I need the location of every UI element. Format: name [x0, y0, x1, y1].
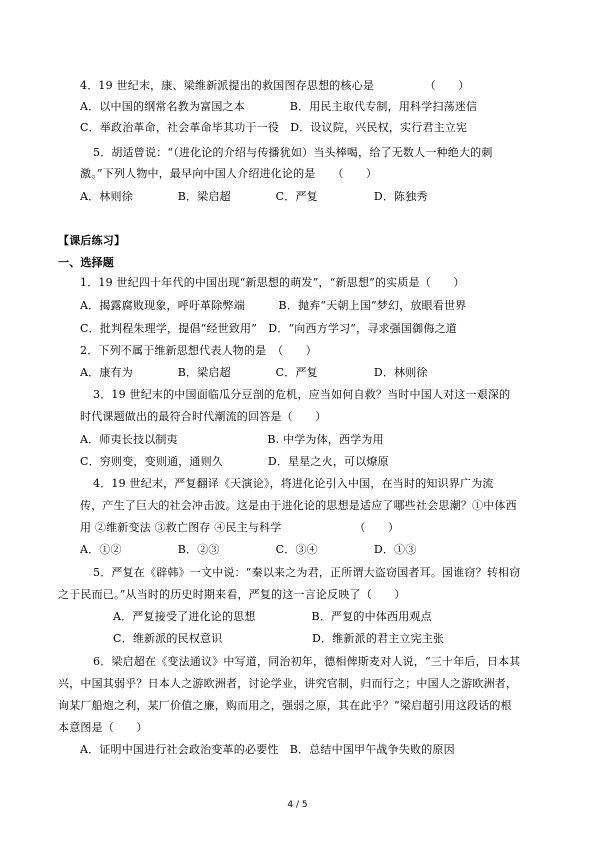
exercise-1-options-cd: C．批判程朱理学，提倡“经世致用” D．“向西方学习”，寻求强国御侮之道	[80, 322, 457, 335]
page-number: 4 / 5	[287, 800, 308, 810]
exercise-3-options-cd: C．穷则变，变则通，通则久 D．星星之火，可以燎原	[80, 455, 389, 468]
exercise-5-options-ab: A．严复接受了进化论的思想 B．严复的中体西用观点	[113, 610, 432, 623]
exercise-2-options: A．康有为 B．梁启超 C．严复 D．林则徐	[80, 366, 428, 379]
subsection-heading: 一、选择题	[58, 256, 114, 269]
question-4-options-ab: A．以中国的纲常名教为富国之本 B．用民主取代专制，用科学扫荡迷信	[80, 100, 478, 113]
question-4-options-cd: C．举政治革命，社会革命毕其功于一役 D．设议院，兴民权，实行君主立宪	[80, 121, 468, 134]
question-4-stem: 4．19 世纪末，康、梁维新派提出的救国图存思想的核心是 （ ）	[80, 79, 470, 92]
exercise-3-options-ab: A．师夷长技以制夷 B. 中学为体，西学为用	[80, 433, 384, 446]
exercise-3-stem-line1: 3．19 世纪末的中国面临瓜分豆剖的危机，应当如何自救？当时中国人对这一艰深的	[93, 388, 511, 401]
question-5-stem-line1: 5．胡适曾说：“（进化论的介绍与传播犹如）当头棒喝，给了无数人一种绝大的刺	[93, 146, 493, 159]
exercise-1-stem: 1．19 世纪四十年代的中国出现“新思想的萌发”，“新思想”的实质是（ ）	[80, 276, 465, 289]
question-5-stem-line2: 激。”下列人物中，最早向中国人介绍进化论的是 （ ）	[80, 167, 378, 180]
exercise-4-stem-line3: 用 ②维新变法 ③救亡图存 ④民主与科学 （ ）	[80, 521, 400, 534]
exercise-4-options: A．①② B．②③ C．③④ D．①③	[80, 543, 417, 556]
exercise-5-options-cd: C．维新派的民权意识 D．维新派的君主立宪主张	[113, 632, 445, 645]
exercise-6-stem-line1: 6．梁启超在《变法通议》中写道，同治初年，德相俾斯麦对人说，“三十年后，日本其	[93, 655, 521, 668]
exercise-6-stem-line2: 兴，中国其弱乎？日本人之游欧洲者，讨论学业，讲究官制，归而行之；中国人之游欧洲者，	[58, 677, 518, 690]
exercise-6-stem-line3: 询某厂船炮之利，某厂价值之廉，购而用之，强弱之原，其在此乎？”梁启超引用这段话的根	[58, 699, 512, 712]
section-heading: 【课后练习】	[58, 234, 126, 247]
exercise-1-options-ab: A．揭露腐败现象，呼吁革除弊端 B．抛弃“天朝上国”梦幻，放眼看世界	[80, 299, 467, 312]
question-5-options: A．林则徐 B．梁启超 C．严复 D．陈独秀	[80, 190, 428, 203]
exercise-3-stem-line2: 时代课题做出的最符合时代潮流的回答是（ ）	[80, 410, 327, 423]
exercise-5-stem-line1: 5．严复在《辟韩》一文中说：“秦以来之为君，正所谓大盗窃国者耳。国谁窃？转相窃	[93, 566, 521, 579]
exercise-2-stem: 2．下列不属于维新思想代表人物的是 （ ）	[80, 344, 317, 357]
exercise-6-stem-line4: 本意图是（ ）	[58, 721, 148, 734]
exercise-4-stem-line2: 传，产生了巨大的社会冲击波。这是由于进化论的思想是适应了哪些社会思潮？①中体西	[80, 499, 517, 512]
exercise-4-stem-line1: 4．19 世纪末，严复翻译《天演论》，将进化论引入中国，在当时的知识界广为流	[93, 477, 494, 490]
exercise-6-options-ab: A．证明中国进行社会政治变革的必要性 B．总结中国甲午战争失败的原因	[80, 743, 455, 756]
exercise-5-stem-line2: 之于民而已。”从当时的历史时期来看，严复的这一言论反映了（ ）	[58, 588, 406, 601]
